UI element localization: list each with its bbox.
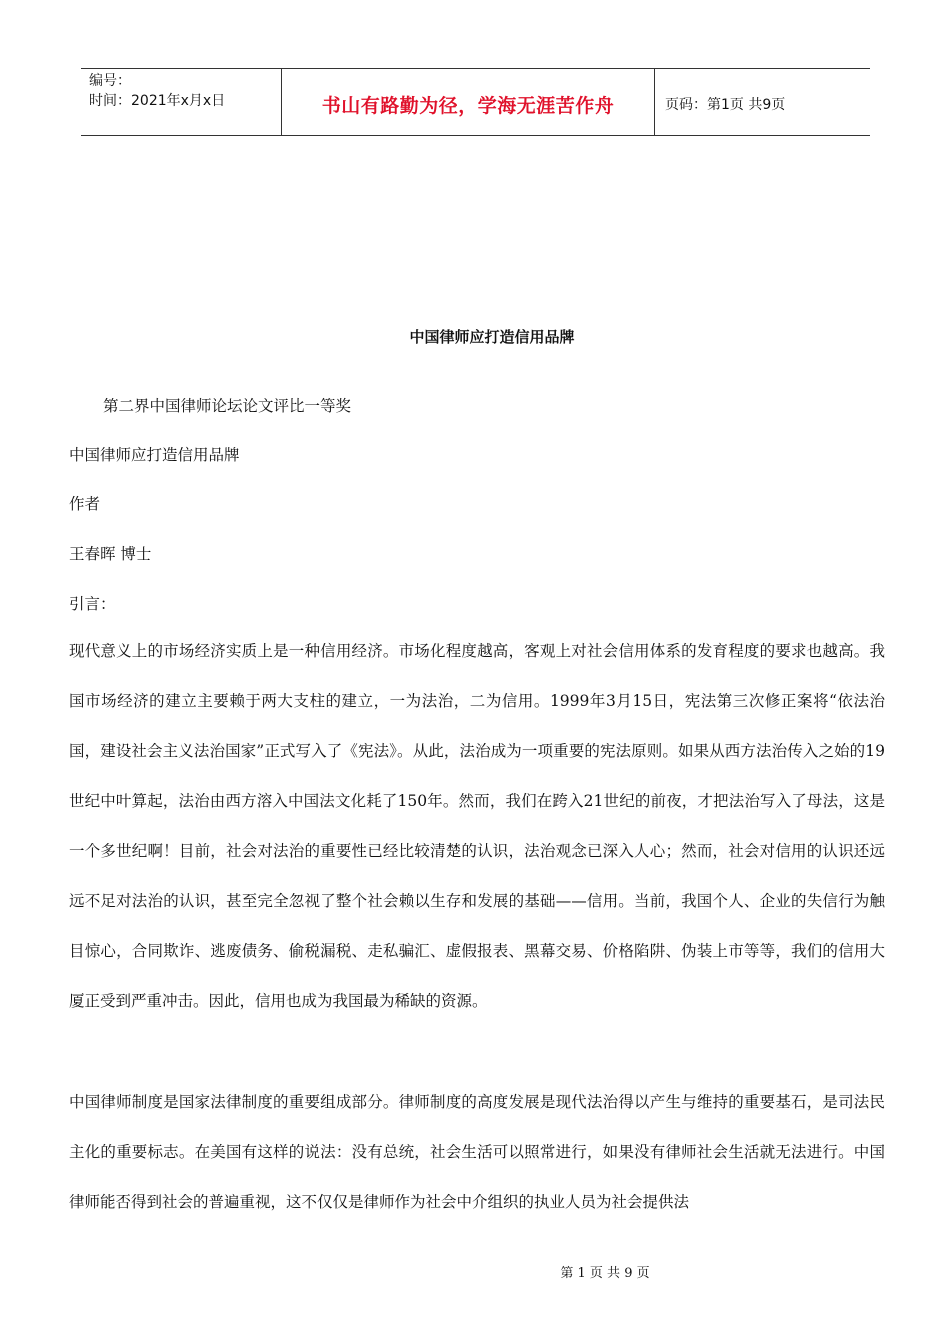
author-name: 王春晖 博士 bbox=[69, 545, 152, 563]
page-footer: 第 1 页 共 9 页 bbox=[560, 1266, 650, 1281]
header-table bbox=[81, 68, 870, 136]
header-motto: 书山有路勤为径，学海无涯苦作舟 bbox=[282, 69, 655, 135]
document-title: 中国律师应打造信用品牌 bbox=[409, 328, 575, 346]
header-page-label: 页码：第1页 共9页 bbox=[665, 97, 786, 113]
intro-label: 引言： bbox=[69, 595, 116, 613]
header-meta-cell bbox=[81, 69, 282, 135]
time-label: 时间：2021年x月x日 bbox=[89, 93, 226, 109]
paragraph-2: 中国律师制度是国家法律制度的重要组成部分。律师制度的高度发展是现代法治得以产生与维持的重要基石，是司法民主化的重要标志。在美国有这样的说法：没有总统，社会生活可以照常进行，如果没有律师社会生活就无法进行。中国律师能否得到社会的普遍重视，这不仅仅是律师作为社会中介组织的执业人员为社会提供法 bbox=[69, 1093, 885, 1211]
subtitle-line: 中国律师应打造信用品牌 bbox=[69, 446, 240, 464]
number-label: 编号： bbox=[89, 73, 131, 89]
award-line: 第二界中国律师论坛论文评比一等奖 bbox=[103, 397, 352, 415]
paragraph-1: 现代意义上的市场经济实质上是一种信用经济。市场化程度越高，客观上对社会信用体系的发育程度的要求也越高。我国市场经济的建立主要赖于两大支柱的建立，一为法治，二为信用。1999年3月15日，宪法第三次修正案将“依法治国，建设社会主义法治国家”正式写入了《宪法》。从此，法治成为一项重要的宪法原则。如果从西方法治传入之始的19世纪中叶算起，法治由西方溶入中国法文化耗了150年。然而，我们在跨入21世纪的前夜，才把法治写入了母法，这是一个多世纪啊！目前，社会对法治的重要性已经比较清楚的认识，法治观念已深入人心；然而，社会对信用的认识还远远不足对法治的认识，甚至完全忽视了整个社会赖以生存和发展的基础——信用。当前，我国个人、企业的失信行为触目惊心，合同欺诈、逃废债务、偷税漏税、走私骗汇、虚假报表、黑幕交易、价格陷阱、伪装上市等等，我们的信用大厦正受到严重冲击。因此，信用也成为我国最为稀缺的资源。 bbox=[69, 642, 885, 1010]
author-label: 作者 bbox=[69, 495, 101, 513]
